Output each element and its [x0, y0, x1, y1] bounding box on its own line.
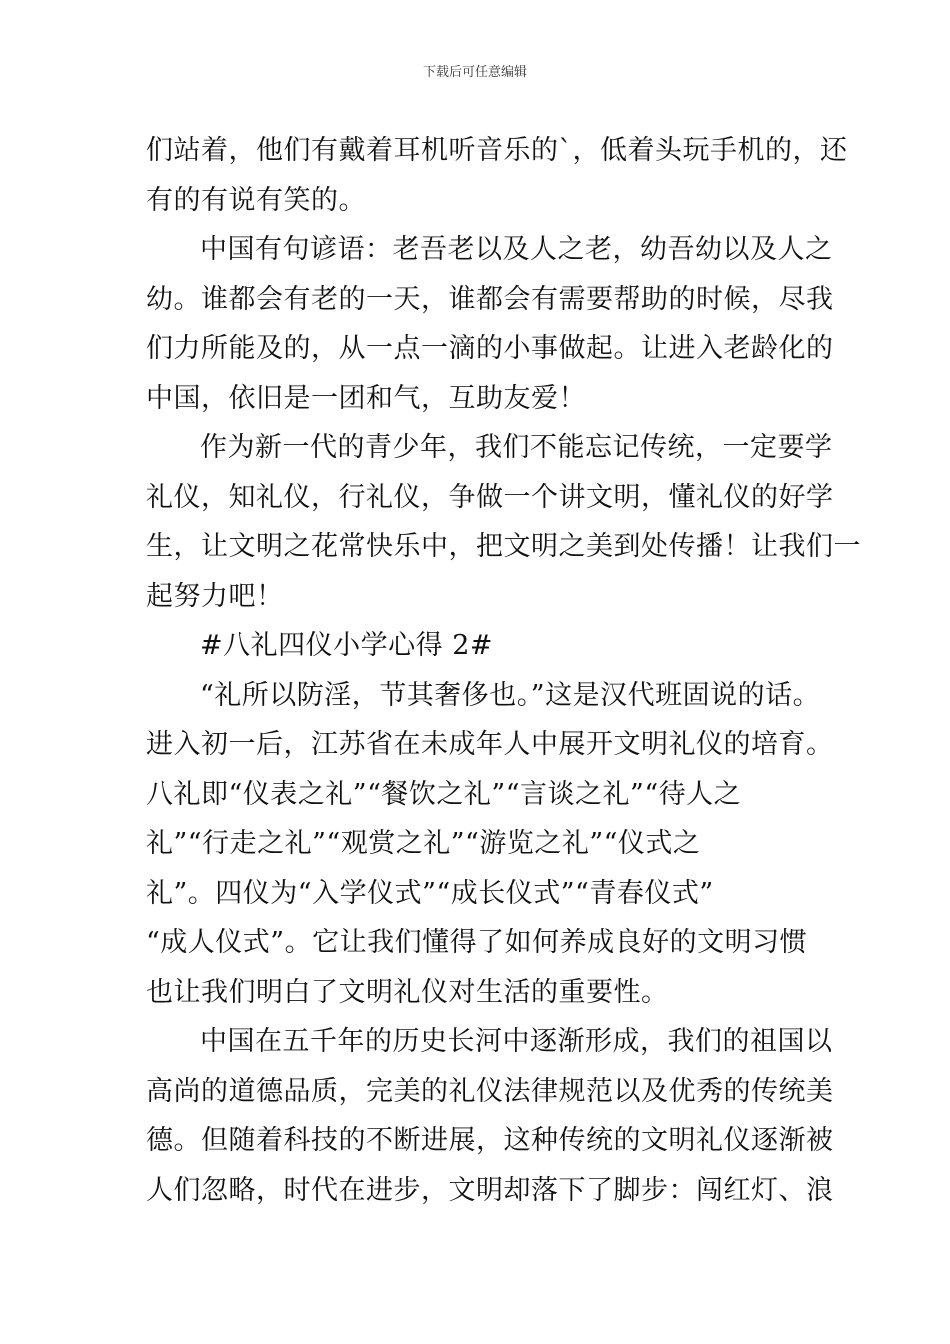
text-line-5: 们力所能及的，从一点一滴的小事做起。让进入老龄化的 — [146, 333, 834, 364]
text-line-15: 礼”“行走之礼”“观赏之礼”“游览之礼”“仪式之 — [146, 828, 701, 859]
text-line-6: 中国，依旧是一团和气，互助友爱！ — [146, 382, 586, 414]
text-line-14: 八礼即“仪表之礼”“餐饮之礼”“言谈之礼”“待人之 — [146, 778, 742, 810]
document-body — [146, 126, 861, 1215]
text-line-21: 德。但随着科技的不断进展，这种传统的文明礼仪逐渐被 — [146, 1125, 834, 1156]
text-line-3: 中国有句谚语：老吾老以及人之老，幼吾幼以及人之 — [200, 234, 833, 265]
section-heading: #八礼四仪小学心得 2# — [200, 630, 494, 661]
text-line-7: 作为新一代的青少年，我们不能忘记传统，一定要学 — [200, 432, 833, 463]
text-line-2: 有的有说有笑的。 — [146, 184, 366, 216]
text-line-18: 也让我们明白了文明礼仪对生活的重要性。 — [146, 976, 669, 1008]
text-line-20: 高尚的道德品质，完美的礼仪法律规范以及优秀的传统美 — [146, 1075, 834, 1107]
text-line-9: 生，让文明之花常快乐中，把文明之美到处传播！让我们一 — [146, 531, 861, 562]
text-line-12: “礼所以防淫，节其奢侈也。”这是汉代班固说的话。 — [200, 679, 821, 711]
text-line-4: 幼。谁都会有老的一天，谁都会有需要帮助的时候，尽我 — [146, 283, 834, 315]
text-line-13: 进入初一后，江苏省在未成年人中展开文明礼仪的培育。 — [146, 729, 834, 760]
text-line-16: 礼”。四仪为“入学仪式”“成长仪式”“青春仪式” — [146, 877, 714, 909]
text-line-10: 起努力吧！ — [146, 580, 284, 612]
text-line-19: 中国在五千年的历史长河中逐渐形成，我们的祖国以 — [200, 1026, 833, 1057]
page-header-note: 下载后可任意编辑 — [422, 65, 527, 80]
text-line-8: 礼仪，知礼仪，行礼仪，争做一个讲文明，懂礼仪的好学 — [146, 481, 834, 513]
text-line-1: 们站着，他们有戴着耳机听音乐的`，低着头玩手机的，还 — [146, 135, 848, 166]
text-line-17: “成人仪式”。它让我们懂得了如何养成良好的文明习惯 — [146, 927, 808, 958]
text-line-22: 人们忽略，时代在进步，文明却落下了脚步：闯红灯、浪 — [146, 1174, 834, 1206]
